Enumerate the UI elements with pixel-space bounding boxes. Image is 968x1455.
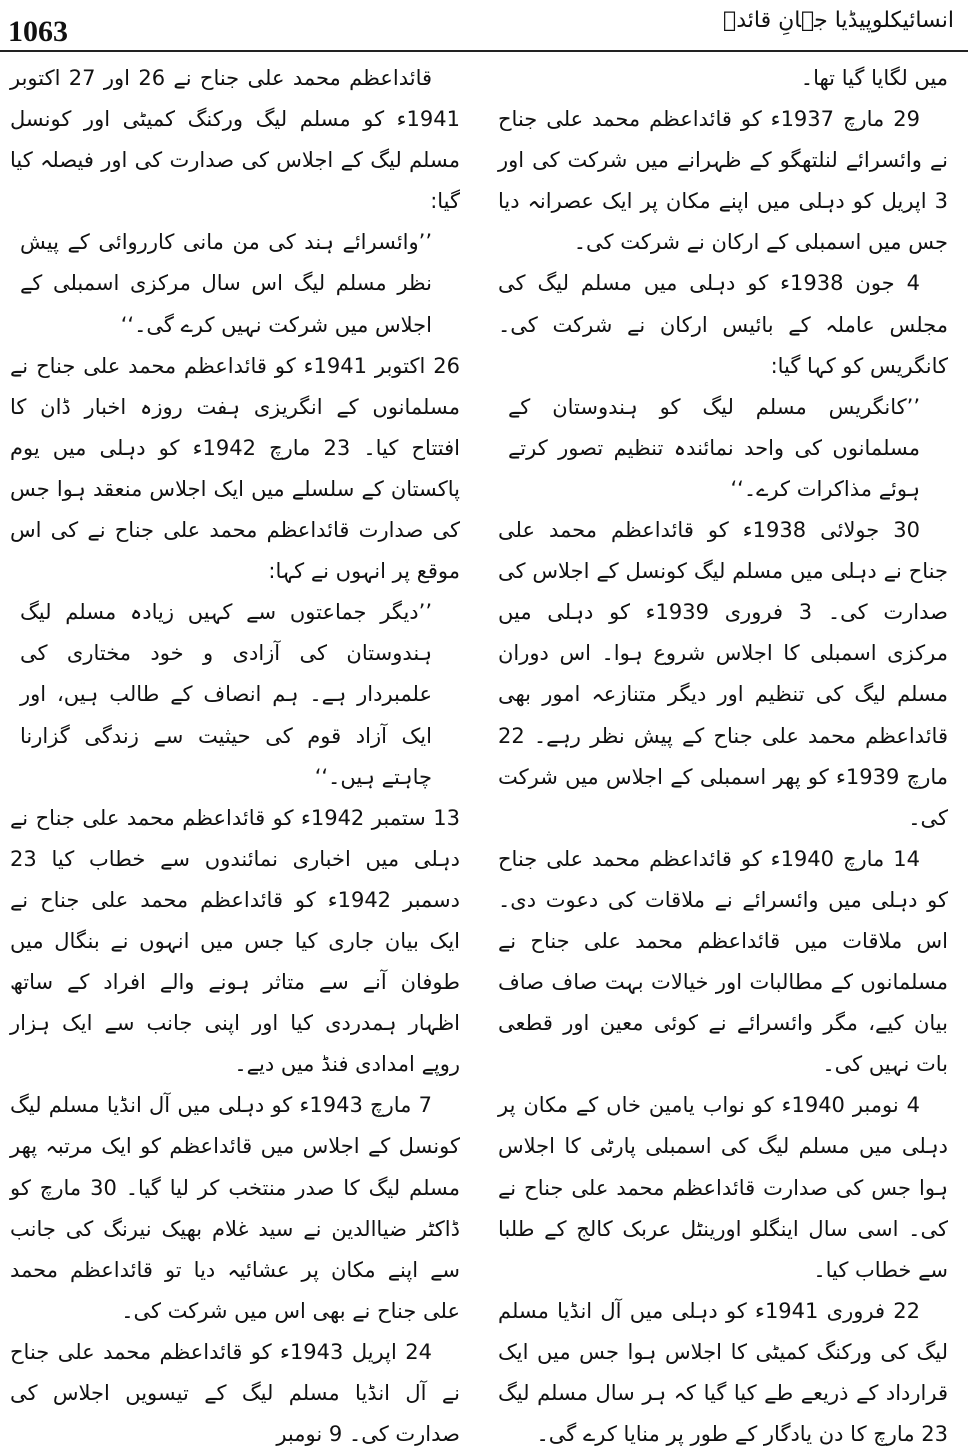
paragraph: میں لگایا گیا تھا۔ <box>800 66 948 90</box>
paragraph: 7 مارچ 1943ء کو دہلی میں آل انڈیا مسلم لیگ کونسل کے اجلاس میں قائداعظم کو ایک مرتبہ پھر مسلم لیگ کا صدر منتخب کر لیا گیا۔ 30 مارچ کو ڈاکٹر ضیاالدین نے سید غلام بھیک نیرنگ کی جانب سے اپنے مکان پر عشائیہ دیا تو قائداعظم محمد علی جناح نے بھی اس میں شرکت کی۔ <box>10 1093 461 1323</box>
header-rule <box>0 50 968 52</box>
running-title: انسائیکلوپیڈیا جہانِ قائدؒ <box>723 8 954 33</box>
right-column <box>498 58 948 1447</box>
paragraph: 14 مارچ 1940ء کو قائداعظم محمد علی جناح کو دہلی میں وائسرائے نے ملاقات کی دعوت دی۔ اس ملاقات میں قائداعظم محمد علی جناح نے مسلمانوں کے مطالبات اور خیالات بہت صاف صاف بیان کیے، مگر وائسرائے نے کوئی معین اور قطعی بات نہیں کی۔ <box>498 846 948 1077</box>
paragraph: 29 مارچ 1937ء کو قائداعظم محمد علی جناح نے وائسرائے لنلتھگو کے ظہرانے میں شرکت کی اور 3 اپریل کو دہلی میں اپنے مکان پر ایک عصرانہ دیا جس میں اسمبلی کے ارکان نے شرکت کی۔ <box>498 107 948 255</box>
block-quote: ’’کانگریس مسلم لیگ کو ہندوستان کے مسلمانوں کی واحد نمائندہ تنظیم تصور کرتے ہوئے مذاکرات کرے۔‘‘ <box>508 394 920 501</box>
block-quote: ’’وائسرائے ہند کی من مانی کارروائی کے پیش نظر مسلم لیگ اس سال مرکزی اسمبلی کے اجلاس میں شرکت نہیں کرے گی۔‘‘ <box>20 230 432 337</box>
paragraph: 4 نومبر 1940ء کو نواب یامین خاں کے مکان پر دہلی میں مسلم لیگ کی اسمبلی پارٹی کا اجلاس ہوا جس کی صدارت قائداعظم محمد علی جناح نے کی۔ اسی سال اینگلو اورینٹل عربک کالج کے طلبا سے خطاب کیا۔ <box>498 1093 948 1282</box>
page-header <box>0 0 968 52</box>
paragraph: 13 ستمبر 1942ء کو قائداعظم محمد علی جناح نے دہلی میں اخباری نمائندوں سے خطاب کیا 23 دسمبر 1942ء کو قائداعظم محمد علی جناح نے ایک بیان جاری کیا جس میں انہوں نے بنگال میں طوفان آنے سے متاثر ہونے والے افراد کے ساتھ اظہار ہمدردی کیا اور اپنی جانب سے ایک ہزار روپے امدادی فنڈ میں دیے۔ <box>10 805 460 1077</box>
left-column <box>10 58 461 1447</box>
paragraph: 26 اکتوبر 1941ء کو قائداعظم محمد علی جناح نے مسلمانوں کے انگریزی ہفت روزہ اخبار ڈان کا افتتاح کیا۔ 23 مارچ 1942ء کو دہلی میں یوم پاکستان کے سلسلے میں ایک اجلاس منعقد ہوا جس کی صدارت قائداعظم محمد علی جناح نے کی اس موقع پر انہوں نے کہا: <box>10 353 460 584</box>
paragraph: 30 جولائی 1938ء کو قائداعظم محمد علی جناح نے دہلی میں مسلم لیگ کونسل کے اجلاس کی صدارت کی۔ 3 فروری 1939ء کو دہلی میں مرکزی اسمبلی کا اجلاس شروع ہوا۔ اس دوران مسلم لیگ کی تنظیم اور دیگر متنازعہ امور بھی قائداعظم محمد علی جناح کے پیش نظر رہے۔ 22 مارچ 1939ء کو پھر اسمبلی کے اجلاس میں شرکت کی۔ <box>498 518 948 830</box>
paragraph: 22 فروری 1941ء کو دہلی میں آل انڈیا مسلم لیگ کی ورکنگ کمیٹی کا اجلاس ہوا جس میں ایک قرارداد کے ذریعے طے کیا گیا کہ ہر سال مسلم لیگ 23 مارچ کا دن یادگار کے طور پر منایا کرے گی۔ <box>498 1298 948 1447</box>
page-number: 1063 <box>8 15 68 48</box>
block-quote: ’’دیگر جماعتوں سے کہیں زیادہ مسلم لیگ ہندوستان کی آزادی و خود مختاری کی علمبردار ہے۔ ہم انصاف کے طالب ہیں، اور ایک آزاد قوم کی حیثیت سے زندگی گزارنا چاہتے ہیں۔‘‘ <box>20 600 432 789</box>
paragraph: 4 جون 1938ء کو دہلی میں مسلم لیگ کی مجلس عاملہ کے بائیس ارکان نے شرکت کی۔ کانگریس کو کہا گیا: <box>498 271 948 378</box>
paragraph: 24 اپریل 1943ء کو قائداعظم محمد علی جناح نے آل انڈیا مسلم لیگ کے تیسویں اجلاس کی صدارت کی۔ 9 نومبر <box>10 1339 460 1447</box>
paragraph: قائداعظم محمد علی جناح نے 26 اور 27 اکتوبر 1941ء کو مسلم لیگ ورکنگ کمیٹی اور کونسل مسلم لیگ کے اجلاس کی صدارت کی اور فیصلہ کیا گیا: <box>10 66 460 214</box>
